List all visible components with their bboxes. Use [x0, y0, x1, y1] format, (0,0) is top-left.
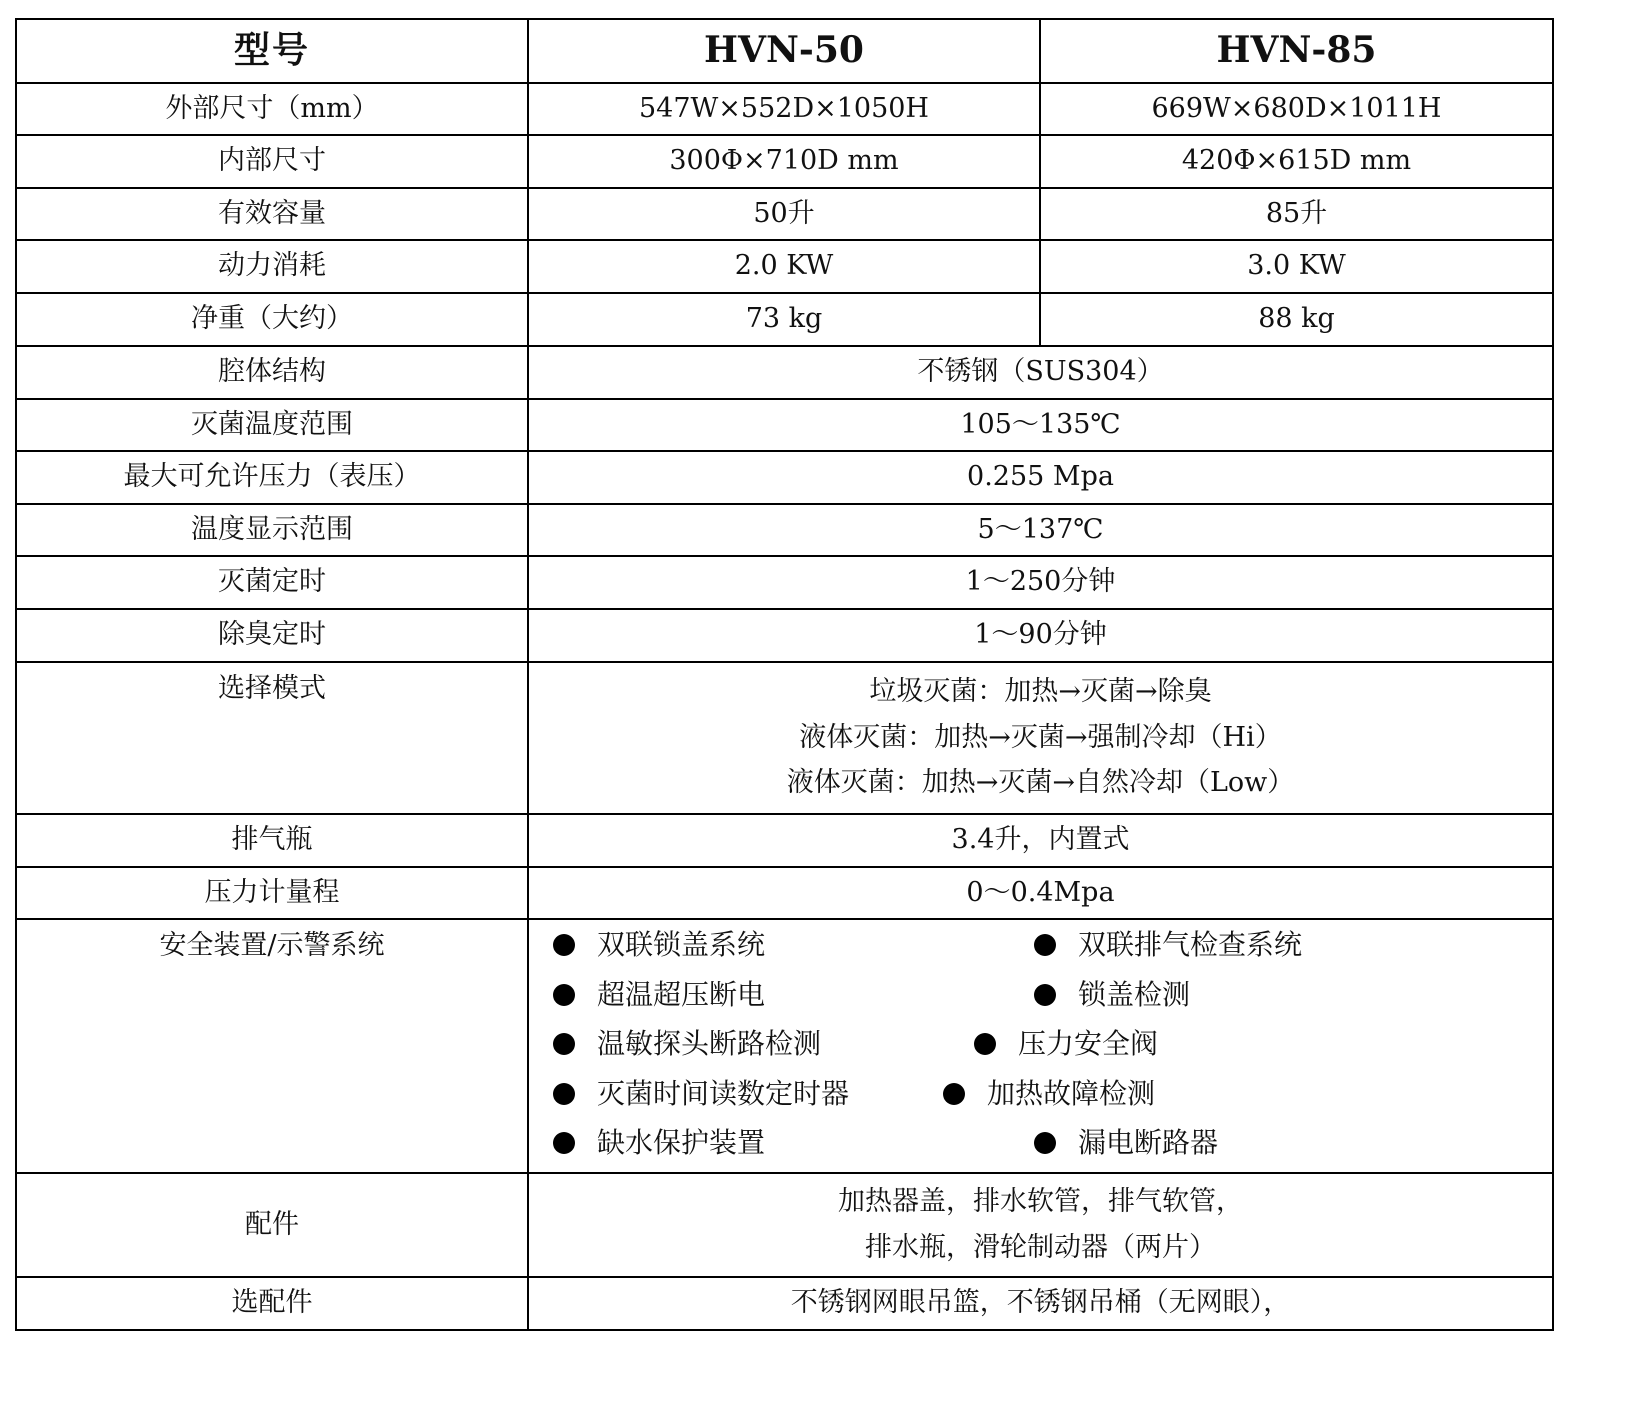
- table-row: [16, 451, 1553, 504]
- mode-line: 垃圾灭菌：加热→灭菌→除臭: [869, 676, 1212, 708]
- safety-item: [553, 978, 765, 1012]
- table-row: [16, 188, 1553, 240]
- row-value: 0～0.4Mpa: [528, 867, 1553, 919]
- row-value-b: 85升: [1040, 188, 1553, 240]
- modes-label: 选择模式: [16, 662, 528, 814]
- row-value-a: 300Φ×710D mm: [528, 135, 1040, 188]
- modes-cell: [528, 662, 1553, 814]
- accessories-label: 配件: [16, 1173, 528, 1277]
- row-value: 1～90分钟: [528, 609, 1553, 662]
- row-value: 1～250分钟: [528, 556, 1553, 609]
- options-value: 不锈钢网眼吊篮，不锈钢吊桶（无网眼），: [528, 1277, 1553, 1330]
- row-value-b: 669W×680D×1011H: [1040, 83, 1553, 135]
- row-label: 有效容量: [16, 188, 528, 240]
- table-row: [16, 867, 1553, 919]
- safety-item: [974, 1027, 1158, 1061]
- safety-item-text: 温敏探头断路检测: [597, 1027, 822, 1060]
- table-row: [16, 346, 1553, 399]
- spec-table: [15, 18, 1554, 1331]
- accessories-line: 加热器盖，排水软管，排气软管，: [838, 1186, 1243, 1218]
- table-row: [16, 556, 1553, 609]
- safety-item-text: 加热故障检测: [987, 1077, 1156, 1110]
- bullet-icon: [943, 1083, 965, 1105]
- header-row: [16, 19, 1553, 83]
- row-value: 105～135℃: [528, 399, 1553, 451]
- safety-label: 安全装置/示警系统: [16, 919, 528, 1173]
- row-label: 外部尺寸（mm）: [16, 83, 528, 135]
- bullet-icon: [1034, 934, 1056, 956]
- safety-item-text: 灭菌时间读数定时器: [597, 1077, 850, 1110]
- safety-item-text: 压力安全阀: [1018, 1027, 1159, 1060]
- row-label: 灭菌定时: [16, 556, 528, 609]
- table-row: [16, 135, 1553, 188]
- table-row: [16, 814, 1553, 867]
- row-label: 压力计量程: [16, 867, 528, 919]
- row-value: 5～137℃: [528, 504, 1553, 556]
- row-value-b: 420Φ×615D mm: [1040, 135, 1553, 188]
- safety-item-text: 双联排气检查系统: [1078, 928, 1303, 961]
- model-hvn85: HVN-85: [1040, 19, 1553, 83]
- bullet-icon: [1034, 984, 1056, 1006]
- accessories-line: 排水瓶，滑轮制动器（两片）: [865, 1231, 1216, 1263]
- table-row: [16, 293, 1553, 346]
- mode-line: 液体灭菌：加热→灭菌→自然冷却（Low）: [786, 767, 1295, 799]
- table-row: [16, 240, 1553, 293]
- safety-row: [16, 919, 1553, 1173]
- safety-item-text: 缺水保护装置: [597, 1126, 766, 1159]
- row-value: 0.255 Mpa: [528, 451, 1553, 504]
- safety-item-text: 超温超压断电: [597, 978, 766, 1011]
- bullet-icon: [553, 1033, 575, 1055]
- row-label: 腔体结构: [16, 346, 528, 399]
- safety-item: [553, 1126, 765, 1160]
- row-value-b: 3.0 KW: [1040, 240, 1553, 293]
- model-label: 型号: [16, 19, 528, 83]
- table-row: [16, 399, 1553, 451]
- safety-item-text: 漏电断路器: [1078, 1126, 1219, 1159]
- row-value-a: 50升: [528, 188, 1040, 240]
- accessories-cell: [528, 1173, 1553, 1277]
- accessories-row: [16, 1173, 1553, 1277]
- safety-item-text: 双联锁盖系统: [597, 928, 766, 961]
- row-value-a: 73 kg: [528, 293, 1040, 346]
- safety-item: [553, 928, 765, 962]
- row-label: 内部尺寸: [16, 135, 528, 188]
- safety-item: [1034, 978, 1190, 1012]
- row-label: 灭菌温度范围: [16, 399, 528, 451]
- row-label: 净重（大约）: [16, 293, 528, 346]
- bullet-icon: [974, 1033, 996, 1055]
- bullet-icon: [1034, 1132, 1056, 1154]
- options-row: [16, 1277, 1553, 1330]
- row-label: 动力消耗: [16, 240, 528, 293]
- bullet-icon: [553, 984, 575, 1006]
- model-hvn50: HVN-50: [528, 19, 1040, 83]
- bullet-icon: [553, 1083, 575, 1105]
- safety-item-text: 锁盖检测: [1078, 978, 1191, 1011]
- row-value-a: 547W×552D×1050H: [528, 83, 1040, 135]
- safety-item: [1034, 928, 1302, 962]
- row-label: 除臭定时: [16, 609, 528, 662]
- row-value-b: 88 kg: [1040, 293, 1553, 346]
- row-label: 温度显示范围: [16, 504, 528, 556]
- row-label: 排气瓶: [16, 814, 528, 867]
- row-value-a: 2.0 KW: [528, 240, 1040, 293]
- safety-cell: [528, 919, 1553, 1173]
- bullet-icon: [553, 1132, 575, 1154]
- row-label: 最大可允许压力（表压）: [16, 451, 528, 504]
- bullet-icon: [553, 934, 575, 956]
- options-label: 选配件: [16, 1277, 528, 1330]
- row-value: 不锈钢（SUS304）: [528, 346, 1553, 399]
- safety-item: [553, 1027, 821, 1061]
- safety-item: [1034, 1126, 1218, 1160]
- mode-line: 液体灭菌：加热→灭菌→强制冷却（Hi）: [799, 721, 1282, 753]
- modes-row: [16, 662, 1553, 814]
- table-row: [16, 83, 1553, 135]
- table-row: [16, 504, 1553, 556]
- safety-item: [943, 1077, 1155, 1111]
- table-row: [16, 609, 1553, 662]
- safety-item: [553, 1077, 849, 1111]
- row-value: 3.4升，内置式: [528, 814, 1553, 867]
